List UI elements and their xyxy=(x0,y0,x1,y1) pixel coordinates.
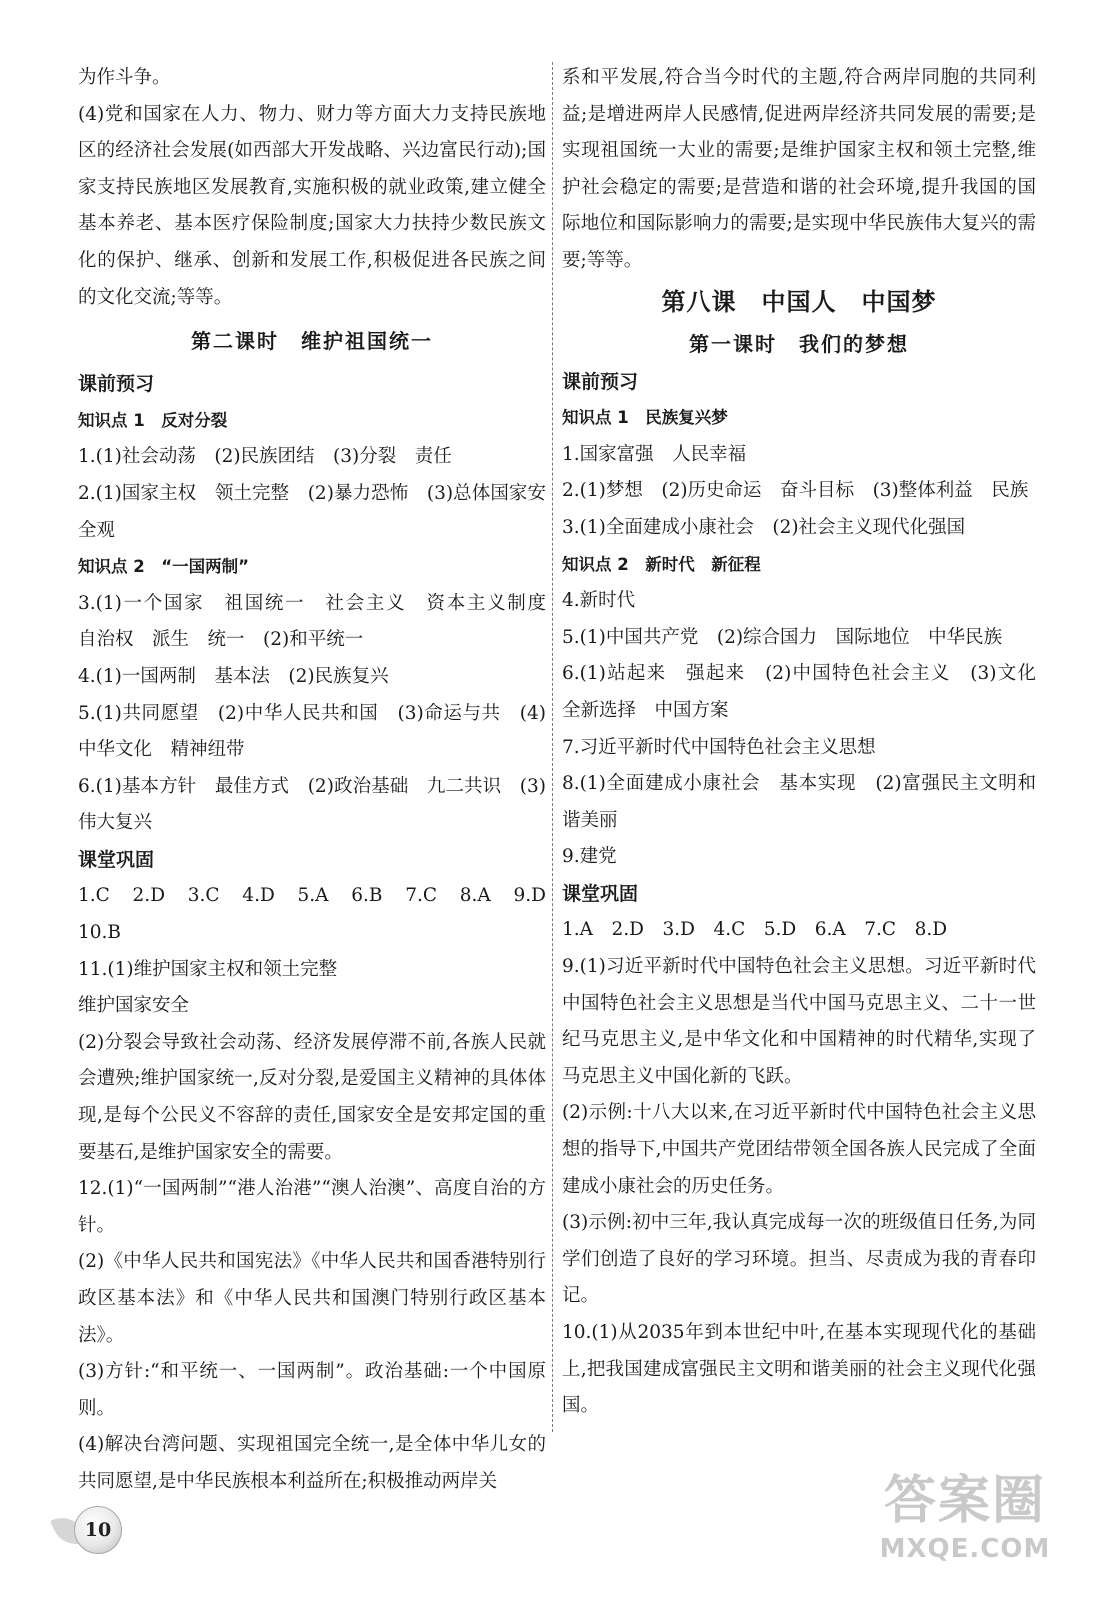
answer-line: 4.新时代 xyxy=(562,590,636,612)
answer-line: 2.(1)梦想 (2)历史命运 奋斗目标 (3)整体利益 民族 xyxy=(562,480,1029,502)
answer-line: 7.习近平新时代中国特色社会主义思想 xyxy=(562,736,876,758)
answer-line: (3)示例:初中三年,我认真完成每一次的班级值日任务,为同学们创造了良好的学习环境。担当、尽责成为我的青春印记。 xyxy=(562,1212,1036,1307)
section-heading-preview: 课前预习 xyxy=(78,373,155,396)
watermark-domain: MXQE.COM xyxy=(879,1534,1051,1564)
page-number-badge xyxy=(56,1504,130,1556)
section-heading-consolidation: 课堂巩固 xyxy=(78,848,155,871)
answer-line: 6.(1)站起来 强起来 (2)中国特色社会主义 (3)文化 全新选择 中国方案 xyxy=(562,663,1055,721)
answer-line: 4.(1)一国两制 基本法 (2)民族复兴 xyxy=(78,665,389,687)
knowledge-point-heading: 知识点 2 新时代 新征程 xyxy=(562,554,761,574)
watermark-logo: 答案圈 xyxy=(883,1471,1046,1531)
answer-line: 12.(1)“一国两制”“港人治港”“澳人治澳”、高度自治的方针。 xyxy=(78,1178,546,1236)
answer-line: 9.建党 xyxy=(562,846,617,868)
answer-line: 1.A 2.D 3.D 4.C 5.D 6.A 7.C 8.D xyxy=(562,919,948,941)
answer-line: 8.(1)全面建成小康社会 基本实现 (2)富强民主文明和谐美丽 xyxy=(562,773,1036,831)
answer-line: (4)解决台湾问题、实现祖国完全统一,是全体中华儿女的共同愿望,是中华民族根本利益所在;积极推动两岸关 xyxy=(78,1434,546,1492)
page-number: 10 xyxy=(74,1506,122,1554)
knowledge-point-heading: 知识点 1 反对分裂 xyxy=(78,410,228,430)
answer-line: 5.(1)中国共产党 (2)综合国力 国际地位 中华民族 xyxy=(562,626,1003,648)
answer-line: 9.(1)习近平新时代中国特色社会主义思想。习近平新时代中国特色社会主义思想是当代中国马克思主义、二十一世纪马克思主义,是中华文化和中国精神的时代精华,实现了马克思主义中国化新的飞跃。 xyxy=(562,956,1036,1087)
lesson-title: 第八课 中国人 中国梦 xyxy=(661,287,937,316)
answer-line: (2)分裂会导致社会动荡、经济发展停滞不前,各族人民就会遭殃;维护国家统一,反对分裂,是爱国主义精神的具体体现,是每个公民义不容辞的责任,国家安全是安邦定国的重要基石,是维护国家安全的需要。 xyxy=(78,1031,546,1163)
answer-line: 为作斗争。 xyxy=(78,67,171,88)
left-column xyxy=(78,60,565,1501)
section-heading-preview: 课前预习 xyxy=(562,370,639,393)
session-title: 第一课时 我们的梦想 xyxy=(689,331,909,356)
answer-line: 3.(1)全面建成小康社会 (2)社会主义现代化强国 xyxy=(562,516,966,538)
answer-line: 3.(1)一个国家 祖国统一 社会主义 资本主义制度 自治权 派生 统一 (2)和平统一 xyxy=(78,592,565,651)
answer-line: 维护国家安全 xyxy=(78,995,190,1017)
answer-line: 2.(1)国家主权 领土完整 (2)暴力恐怖 (3)总体国家安全观 xyxy=(78,482,546,541)
answer-line: (2)《中华人民共和国宪法》《中华人民共和国香港特别行政区基本法》和《中华人民共和国澳门特别行政区基本法》。 xyxy=(78,1251,546,1346)
answer-line: 1.国家富强 人民幸福 xyxy=(562,443,747,465)
knowledge-point-heading: 知识点 1 民族复兴梦 xyxy=(562,408,728,428)
answer-line: 11.(1)维护国家主权和领土完整 xyxy=(78,958,338,980)
answer-line: 5.(1)共同愿望 (2)中华人民共和国 (3)命运与共 (4)中华文化 精神纽带 xyxy=(78,702,546,761)
section-heading-consolidation: 课堂巩固 xyxy=(562,882,639,905)
answer-line: 6.(1)基本方针 最佳方式 (2)政治基础 九二共识 (3)伟大复兴 xyxy=(78,775,546,834)
answer-line: (3)方针:“和平统一、一国两制”。政治基础:一个中国原则。 xyxy=(78,1361,546,1419)
answer-line: 1.C 2.D 3.C 4.D 5.A 6.B 7.C 8.A 9.D 10.B xyxy=(78,885,565,944)
answer-line: (4)党和国家在人力、物力、财力等方面大力支持民族地区的经济社会发展(如西部大开发战略、兴边富民行动);国家支持民族地区发展教育,实施积极的就业政策,建立健全基本养老、基本医疗保险制度;国家大力扶持少数民族文化的保护、继承、创新和发展工作,积极促进各民族之间的文化交流;等等。 xyxy=(78,103,546,308)
answer-line: 系和平发展,符合当今时代的主题,符合两岸同胞的共同利益;是增进两岸人民感情,促进两岸经济共同发展的需要;是实现祖国统一大业的需要;是维护国家主权和领土完整,维护社会稳定的需要;是营造和谐的社会环境,提升我国的国际地位和国际影响力的需要;是实现中华民族伟大复兴的需要;等等。 xyxy=(562,67,1036,271)
answer-line: (2)示例:十八大以来,在习近平新时代中国特色社会主义思想的指导下,中国共产党团结带领全国各族人民完成了全面建成小康社会的历史任务。 xyxy=(562,1102,1036,1197)
answer-line: 1.(1)社会动荡 (2)民族团结 (3)分裂 责任 xyxy=(78,446,452,468)
right-column xyxy=(562,60,1055,1425)
answer-line: 10.(1)从2035年到本世纪中叶,在基本实现现代化的基础上,把我国建成富强民主文明和谐美丽的社会主义现代化强国。 xyxy=(562,1322,1036,1417)
watermark xyxy=(870,1470,1060,1582)
column-divider xyxy=(552,62,553,1432)
knowledge-point-heading: 知识点 2 “一国两制” xyxy=(78,557,249,577)
session-title: 第二课时 维护祖国统一 xyxy=(191,329,433,354)
